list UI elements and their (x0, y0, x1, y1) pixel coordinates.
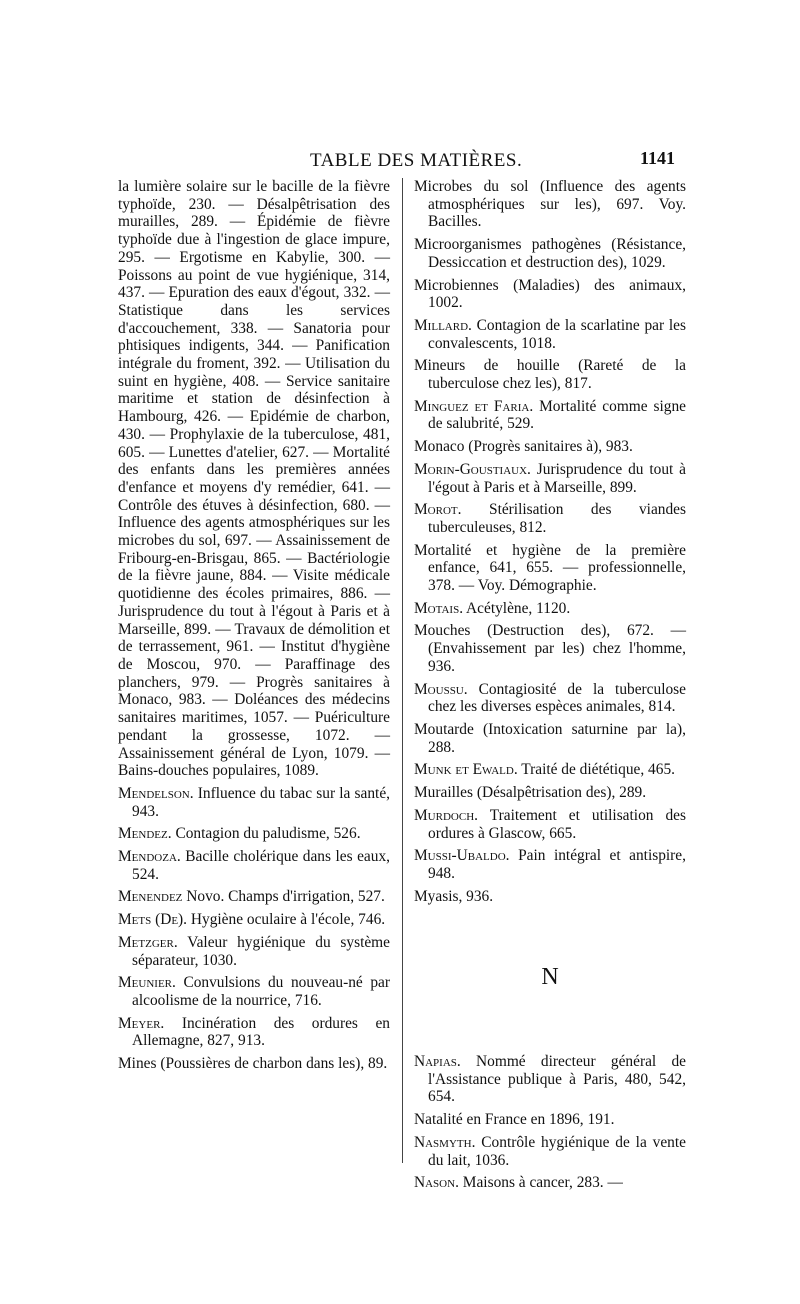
entry-text: Traité de diététique, 465. (521, 761, 675, 779)
entry-headword: Mendoza. (118, 848, 181, 866)
entry-headword: Moussu. (414, 680, 468, 698)
column-divider (402, 178, 403, 1163)
entry-text: Nommé directeur général de l'Assistance publique à Paris, 480, 542, 654. (428, 1053, 686, 1106)
entry-text: Jurisprudence du tout à l'égout à Paris et à Marseille, 899. (428, 460, 686, 496)
index-entry (118, 848, 390, 883)
index-entry (118, 178, 390, 780)
entry-text: Contrôle hygiénique de la vente du lait, 1036. (428, 1133, 686, 1169)
entry-text: Moutarde (Intoxication saturnine par la), 288. (414, 720, 686, 756)
index-entry (118, 888, 390, 906)
entry-text: Maisons à cancer, 283. — (462, 1174, 623, 1192)
entry-headword: Millard. (414, 316, 472, 334)
index-entry (414, 888, 686, 906)
entry-headword: Metzger. (118, 933, 178, 951)
index-entry (118, 911, 390, 929)
index-entry (118, 974, 390, 1009)
entry-text: Myasis, 936. (414, 887, 494, 905)
index-entry (414, 721, 686, 756)
entry-text: Traitement et utilisation des ordures à Glascow, 665. (428, 806, 687, 842)
entry-text: Microbiennes (Maladies) des animaux, 1002. (414, 276, 686, 312)
index-entry (118, 785, 390, 820)
entry-text: Murailles (Désalpêtrisation des), 289. (414, 784, 647, 802)
entry-text: Convulsions du nouveau-né par alcoolisme de la nourrice, 716. (132, 974, 390, 1009)
index-entry (414, 761, 686, 779)
entry-text: Hygiène oculaire à l'école, 746. (190, 911, 386, 929)
page-number: 1141 (640, 148, 676, 168)
entry-text: Valeur hygiénique du système séparateur, 1030. (132, 933, 390, 969)
index-entry (414, 1134, 686, 1169)
entry-text: Microorganismes pathogènes (Résistance, Dessiccation et destruction des), 1029. (414, 236, 686, 271)
entry-text: Natalité en France en 1896, 191. (414, 1111, 615, 1129)
running-title: TABLE DES MATIÈRES. (310, 150, 523, 171)
entry-text: Microbes du sol (Influence des agents atmosphériques sur les), 697. Voy. Bacilles. (414, 178, 686, 231)
index-entry (414, 542, 686, 595)
entry-headword: Mendez. (118, 825, 172, 843)
entry-text: Mineurs de houille (Rareté de la tuberculose chez les), 817. (414, 357, 686, 393)
entry-text: Mortalité et hygiène de la première enfance, 641, 655. — professionnelle, 378. — Voy. Démographie. (414, 541, 686, 595)
entry-headword: Murdoch. (414, 806, 478, 824)
entry-headword: Munk et Ewald. (414, 761, 518, 779)
entry-text: Bacille cholérique dans les eaux, 524. (132, 848, 390, 883)
entry-text: Mines (Poussières de charbon dans les), 89. (118, 1055, 388, 1073)
index-entry (414, 622, 686, 675)
index-entry (414, 600, 686, 618)
index-entry (118, 1015, 390, 1050)
index-entry (414, 1174, 686, 1192)
entry-headword: Mets (De). (118, 911, 188, 929)
entry-headword: Meyer. (118, 1014, 165, 1032)
index-entry (414, 1053, 686, 1106)
index-entry (118, 934, 390, 969)
entry-headword: Napias. (414, 1053, 461, 1071)
index-entry (414, 501, 686, 536)
entry-text: Monaco (Progrès sanitaires à), 983. (414, 438, 633, 456)
entry-headword: Motais. (414, 599, 464, 617)
entry-headword: Morot. (414, 501, 462, 519)
entry-text: Influence du tabac sur la santé, 943. (132, 784, 390, 820)
index-entry (414, 357, 686, 392)
entry-headword: Minguez et Faria. (414, 397, 534, 415)
entry-headword: Meunier. (118, 974, 176, 992)
index-entry (414, 398, 686, 433)
entry-headword: Nasmyth. (414, 1133, 476, 1151)
entry-text: Contagiosité de la tuberculose chez les diverses espèces animales, 814. (428, 680, 686, 716)
entry-text: Pain intégral et antispire, 948. (428, 847, 686, 882)
index-entry (414, 277, 686, 312)
entry-headword: Menendez (118, 888, 183, 906)
right-column (414, 178, 686, 1197)
entry-text: Stérilisation des viandes tuberculeuses, 812. (428, 501, 686, 536)
entry-text: Acétylène, 1120. (466, 599, 571, 617)
entry-headword: Mendelson. (118, 784, 194, 802)
index-entry (414, 784, 686, 802)
index-entry (118, 825, 390, 843)
index-entry (414, 438, 686, 456)
index-entry (414, 807, 686, 842)
entry-text: Mouches (Destruction des), 672. — (Envahissement par les) chez l'homme, 936. (414, 622, 686, 675)
index-entry (414, 178, 686, 231)
index-entry (414, 461, 686, 496)
entry-headword: Nason. (414, 1174, 459, 1192)
entry-text: Mortalité comme signe de salubrité, 529. (428, 397, 686, 433)
entry-headword: Mussi-Ubaldo. (414, 847, 510, 865)
entry-text: Novo. Champs d'irrigation, 527. (186, 888, 385, 906)
index-entry (414, 847, 686, 882)
index-entry (414, 681, 686, 716)
index-entry (118, 1055, 390, 1073)
entry-text: la lumière solaire sur le bacille de la fièvre typhoïde, 230. — Désalpêtrisation des murailles, 289. — Épidémie de fièvre typhoïde due à l'ingestion de glace impure, 295. — Ergotisme en Kabylie, 300. — Poissons au point de vue hygiénique, 314, 437. — Epuration des eaux d'égout, 332. — Statistique dans les services d'accouchement, 338. — Sanatoria pour phtisiques indigents, 344. — Panification intégrale du froment, 392. — Utilisation du suint en hygiène, 408. — Service sanitaire maritime et station de désinfection à Hambourg, 426. — Epidémie de charbon, 430. — Prophylaxie de la tuberculose, 481, 605. — Lunettes d'atelier, 627. — Mortalité des enfants dans les premières années d'enfance et moyens d'y remédier, 641. — Contrôle des étuves à désinfection, 680. — Influence des agents atmosphériques sur les microbes du sol, 697. — Assainissement de Fribourg-en-Brisgau, 865. — Bactériologie de la fièvre jaune, 884. — Visite médicale quotidienne des écoles primaires, 886. — Jurisprudence du tout à l'égout à Paris et à Marseille, 899. — Travaux de démolition et de terrassement, 961. — Institut d'hygiène de Moscou, 970. — Paraffinage des planchers, 979. — Progrès sanitaires à Monaco, 983. — Doléances des médecins sanitaires maritimes, 1057. — Puériculture pendant la grossesse, 1072. — Assainissement général de Lyon, 1079. — Bains-douches populaires, 1089. (118, 178, 390, 780)
entry-text: Contagion de la scarlatine par les convalescents, 1018. (428, 316, 686, 352)
entry-text: Incinération des ordures en Allemagne, 827, 913. (132, 1014, 390, 1050)
index-entry (414, 1111, 686, 1129)
left-column (118, 178, 390, 1078)
section-letter-heading: N (541, 964, 559, 991)
entry-headword: Morin-Goustiaux. (414, 460, 531, 478)
entry-text: Contagion du paludisme, 526. (175, 825, 361, 843)
index-entry (414, 317, 686, 352)
index-entry (414, 236, 686, 271)
